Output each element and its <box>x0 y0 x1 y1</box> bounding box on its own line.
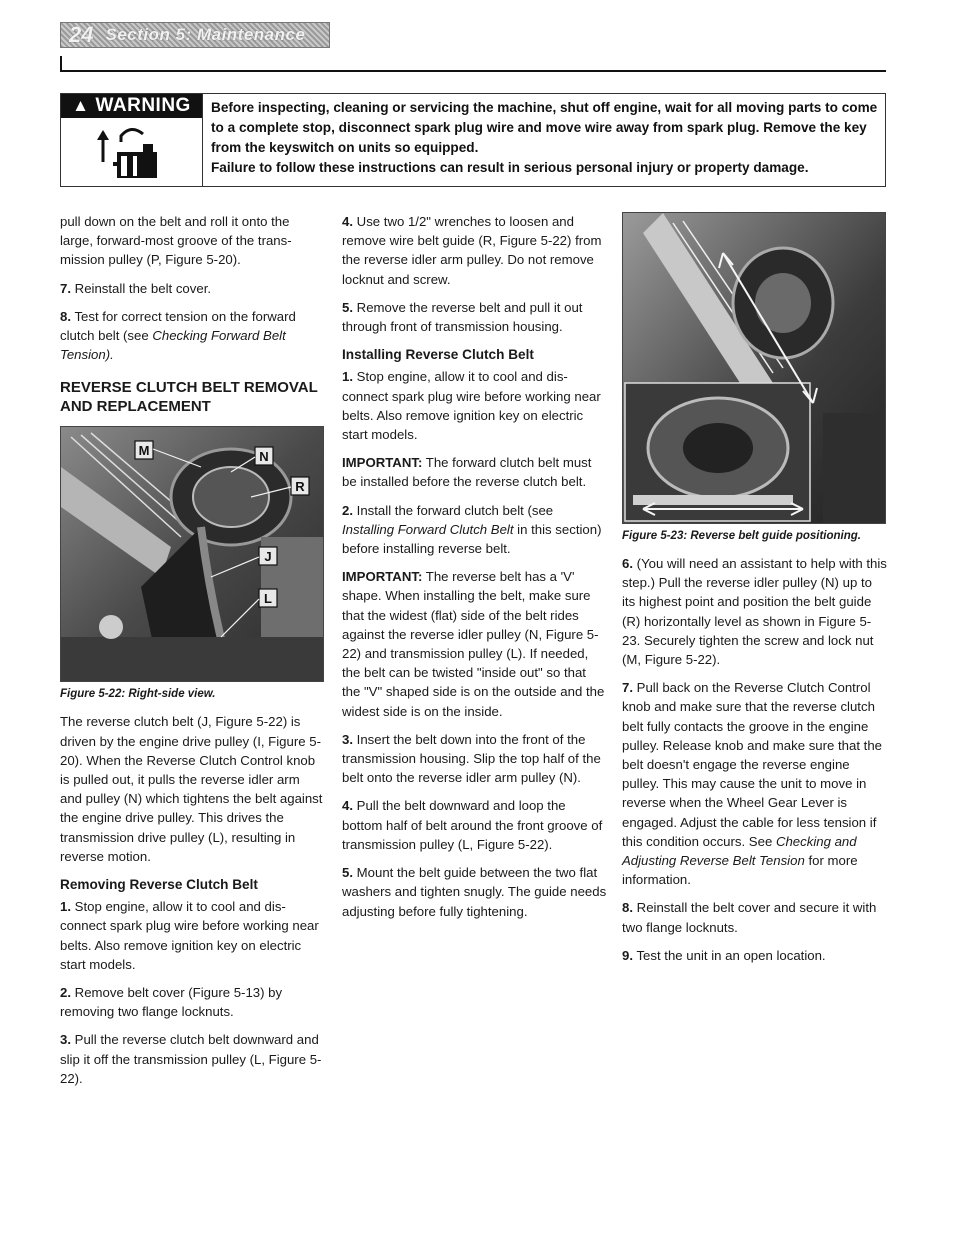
remove-step-3: 3. Pull the reverse clutch belt downward and slip it off the transmission pulley (L, Figure 5-22). <box>60 1032 322 1086</box>
warning-instructions: Before inspecting, cleaning or servicing the machine, shut off engine, wait for all moving parts to come to a complete stop, disconnect spark plug wire and move wire away from spark plug. Remove the key from the keyswitch on units so equipped. <box>211 100 878 155</box>
step-7: 7. Reinstall the belt cover. <box>60 280 212 296</box>
remove-step-1: 1. Stop engine, allow it to cool and dis-connect spark plug wire before working near belts. Also remove ignition key on electric start models. <box>60 899 319 972</box>
installing-heading: Installing Reverse Clutch Belt <box>342 347 534 363</box>
install-step-6: 6. (You will need an assistant to help with this step.) Pull the reverse idler pulley (N) up to its highest point and position the belt guide (R) horizontally level as shown in Figure 5-23. Securely tighten the screw and lock nut (M, Figure 5-22). <box>622 556 887 668</box>
description-text: The reverse clutch belt (J, Figure 5-22) is driven by the engine drive pulley (I, Figure 5-20). When the Reverse Clutch Control knob is pulled out, it pulls the reverse idler arm and pulley (N) which tightens the belt against the engine drive pulley. This drives the transmission drive pulley (L), resulting in reverse motion. <box>60 714 323 864</box>
column-3 <box>622 212 887 974</box>
callout-n: N <box>259 449 269 465</box>
spark-plug-disconnect-icon <box>91 122 171 182</box>
install-step-9: 9. Test the unit in an open location. <box>622 947 826 963</box>
remove-step-5: 5. Remove the reverse belt and pull it out through front of transmission housing. <box>342 299 583 335</box>
remove-step-2: 2. Remove belt cover (Figure 5-13) by removing two flange locknuts. <box>60 985 283 1020</box>
install-step-4: 4. Pull the belt downward and loop the bottom half of belt around the front groove of transmission pulley (L, Figure 5-22). <box>342 798 603 852</box>
callout-l: L <box>264 591 272 607</box>
warning-label: ▲ WARNING <box>61 94 202 118</box>
figure-5-23-caption: Figure 5-23: Reverse belt guide positioning. <box>622 530 861 542</box>
continued-text: pull down on the belt and roll it onto the large, forward-most groove of the trans-mission pulley (P, Figure 5-20). <box>60 214 292 268</box>
column-1 <box>60 212 325 1097</box>
figure-5-23-photo <box>622 212 886 524</box>
alert-triangle-icon: ▲ <box>72 96 90 115</box>
warning-box <box>60 93 886 187</box>
install-step-8: 8. Reinstall the belt cover and secure it with two flange locknuts. <box>622 900 877 935</box>
section-header <box>60 22 330 48</box>
header-rule <box>60 70 886 72</box>
important-note-1: IMPORTANT: The forward clutch belt must be installed before the reverse clutch belt. <box>342 455 592 490</box>
figure-5-22-photo <box>60 426 324 682</box>
install-step-2: 2. Install the forward clutch belt (see Installing Forward Clutch Belt in this section) before installing reverse belt. <box>342 502 602 557</box>
install-step-5: 5. Mount the belt guide between the two flat washers and tighten snugly. The guide needs adjusting before fully tightening. <box>342 865 607 919</box>
figure-5-22-caption: Figure 5-22: Right-side view. <box>60 688 216 701</box>
warning-badge <box>61 94 203 186</box>
page-number: 24 <box>69 22 94 47</box>
column-2 <box>342 212 607 930</box>
callout-r: R <box>295 479 305 495</box>
callout-j: J <box>264 549 272 565</box>
install-step-3: 3. Insert the belt down into the front of the transmission housing. Slip the top half of the belt onto the reverse idler arm pulley (N). <box>342 731 601 786</box>
remove-step-4: 4. Use two 1/2" wrenches to loosen and remove wire belt guide (R, Figure 5-22) from the reverse idler arm pulley. Do not remove locknut and screw. <box>342 214 602 287</box>
callout-m: M <box>138 443 150 459</box>
section-heading: REVERSE CLUTCH BELT REMOVAL AND REPLACEMENT <box>60 379 318 416</box>
section-title: Section 5: Maintenance <box>105 25 306 44</box>
install-step-7: 7. Pull back on the Reverse Clutch Control knob and make sure that the reverse clutch belt fully contacts the groove in the engine pulley. Release knob and make sure that the belt doesn't engage the reverse engine pulley. This may cause the unit to move in reverse when the Wheel Gear Lever is engaged. Adjust the cable for less tension if this condition occurs. See Checking and Adjusting Reverse Belt Tension for more information. <box>622 680 883 888</box>
warning-text <box>211 98 881 178</box>
warning-consequence: Failure to follow these instructions can result in serious personal injury or property damage. <box>211 160 809 175</box>
important-note-2: IMPORTANT: The reverse belt has a 'V' shape. When installing the belt, make sure that the widest (flat) side of the belt rides against the reverse idler pulley (N, Figure 5-22) and transmission pulley (L). If needed, the belt can be twisted "inside out" so that the "V" shaped side is on the outside and the widest side is on the inside. <box>342 569 605 719</box>
removing-heading: Removing Reverse Clutch Belt <box>60 877 258 893</box>
install-step-1: 1. Stop engine, allow it to cool and dis-connect spark plug wire before working near belts. Also remove ignition key on electric start models. <box>342 369 601 443</box>
step-8: 8. Test for correct tension on the forward clutch belt (see Checking Forward Belt Tension). <box>60 308 296 363</box>
